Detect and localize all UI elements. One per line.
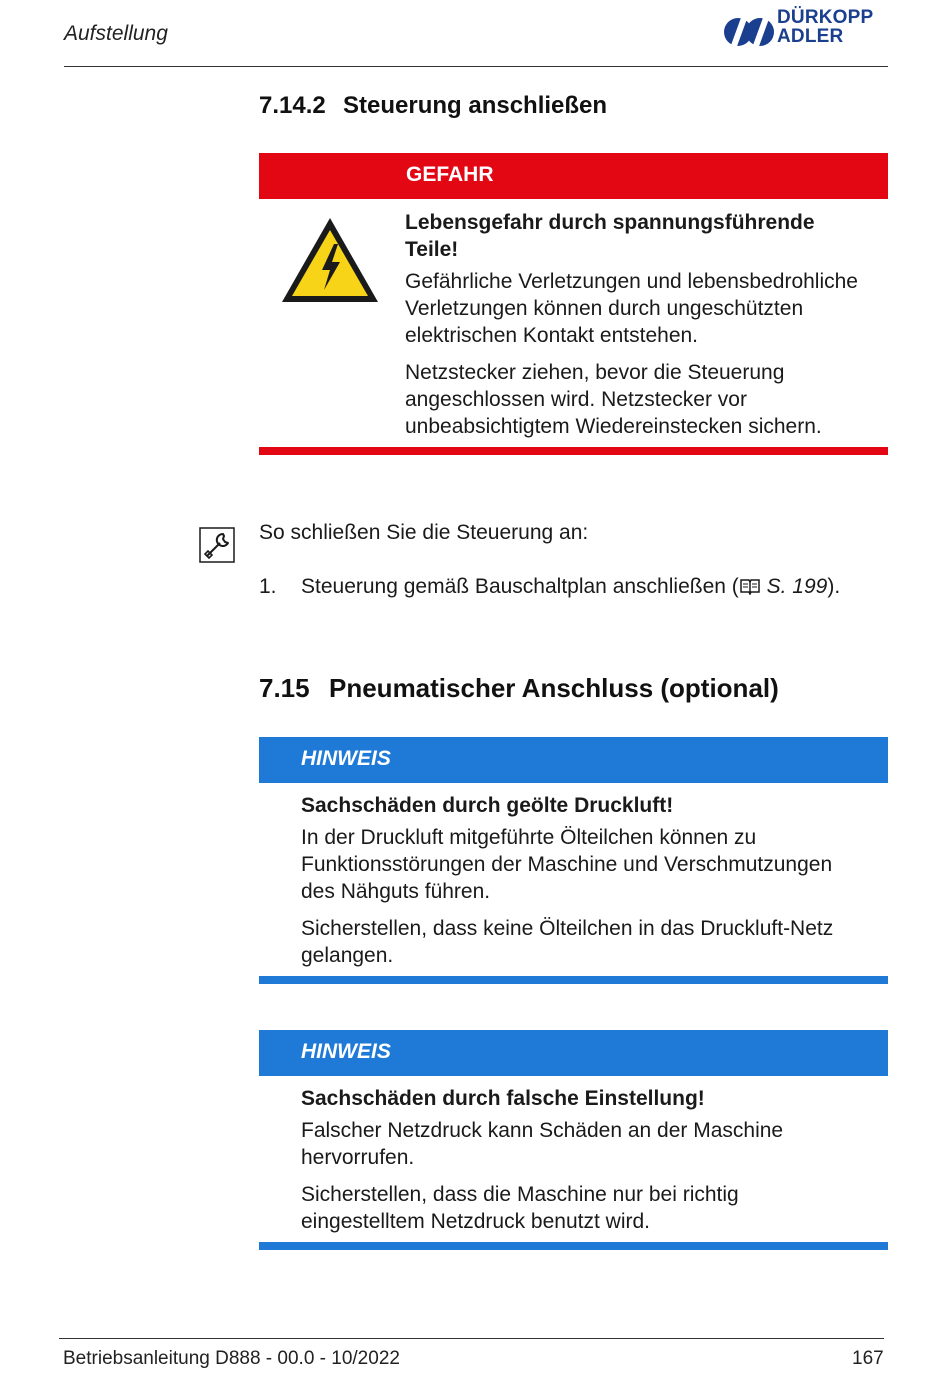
footer-divider <box>59 1338 884 1339</box>
footer-document-info: Betriebsanleitung D888 - 00.0 - 10/2022 <box>63 1348 400 1369</box>
text-line: elektrischen Kontakt entstehen. <box>405 324 699 347</box>
section-title: Pneumatischer Anschluss (optional) <box>329 673 779 703</box>
notice-banner-1 <box>259 737 888 783</box>
step-number: 1. <box>259 575 277 598</box>
instruction-intro: So schließen Sie die Steuerung an: <box>259 521 589 544</box>
danger-heading-line: Lebensgefahr durch spannungsführende <box>405 211 815 234</box>
notice-banner-2 <box>259 1030 888 1076</box>
danger-paragraph-1 <box>405 268 858 349</box>
page-reference-link[interactable]: S. 199 <box>766 575 828 598</box>
notice-1-heading: Sachschäden durch geölte Druckluft! <box>301 794 674 817</box>
notice-1-paragraph-1 <box>301 824 832 905</box>
danger-heading <box>405 209 815 263</box>
notice-2-heading: Sachschäden durch falsche Einstellung! <box>301 1087 705 1110</box>
section-title: Steuerung anschließen <box>343 92 608 119</box>
danger-paragraph-2 <box>405 359 822 440</box>
section-number: 7.14.2 <box>259 92 326 119</box>
section-number: 7.15 <box>259 673 310 703</box>
notice-1-bottom-rule <box>259 976 888 984</box>
logo-wordmark <box>777 8 873 46</box>
step-1 <box>301 573 840 600</box>
logo-line-2: ADLER <box>777 26 844 47</box>
electrical-hazard-warning-icon <box>278 214 382 308</box>
duerkopp-adler-logo <box>723 8 893 52</box>
text-line: eingestelltem Netzdruck benutzt wird. <box>301 1210 650 1233</box>
book-icon <box>739 577 761 595</box>
step-end: ). <box>827 575 841 598</box>
notice-1-paragraph-2 <box>301 915 833 969</box>
text-line: angeschlossen wird. Netzstecker vor <box>405 388 747 411</box>
danger-banner <box>259 153 888 199</box>
text-line: Netzstecker ziehen, bevor die Steuerung <box>405 361 785 384</box>
text-line: Verletzungen können durch ungeschützten <box>405 297 804 320</box>
text-line: Falscher Netzdruck kann Schäden an der Maschine <box>301 1119 784 1142</box>
header-divider <box>64 66 888 67</box>
danger-bottom-rule <box>259 447 888 455</box>
notice-2-paragraph-1 <box>301 1117 783 1171</box>
text-line: hervorrufen. <box>301 1146 415 1169</box>
section-heading-7-15 <box>259 673 779 704</box>
notice-2-paragraph-2 <box>301 1181 739 1235</box>
text-line: gelangen. <box>301 944 394 967</box>
logo-line-1: DÜRKOPP <box>777 7 874 28</box>
text-line: Sicherstellen, dass keine Ölteilchen in das Druckluft-Netz <box>301 917 834 940</box>
footer-page-number: 167 <box>852 1348 884 1369</box>
text-line: unbeabsichtigtem Wiedereinstecken sichern. <box>405 415 822 438</box>
danger-heading-line: Teile! <box>405 238 459 261</box>
text-line: des Nähguts führen. <box>301 880 491 903</box>
text-line: Funktionsstörungen der Maschine und Verschmutzungen <box>301 853 833 876</box>
running-header-section: Aufstellung <box>64 22 168 45</box>
wrench-icon <box>199 527 235 563</box>
logo-mark-icon <box>723 8 777 52</box>
text-line: Gefährliche Verletzungen und lebensbedrohliche <box>405 270 858 293</box>
step-text: Steuerung gemäß Bauschaltplan anschließen ( <box>301 575 739 598</box>
notice-label: HINWEIS <box>301 747 391 770</box>
text-line: In der Druckluft mitgeführte Ölteilchen können zu <box>301 826 757 849</box>
notice-label: HINWEIS <box>301 1040 391 1063</box>
section-heading-7-14-2 <box>259 92 607 120</box>
text-line: Sicherstellen, dass die Maschine nur bei richtig <box>301 1183 739 1206</box>
notice-2-bottom-rule <box>259 1242 888 1250</box>
danger-label: GEFAHR <box>406 163 494 186</box>
